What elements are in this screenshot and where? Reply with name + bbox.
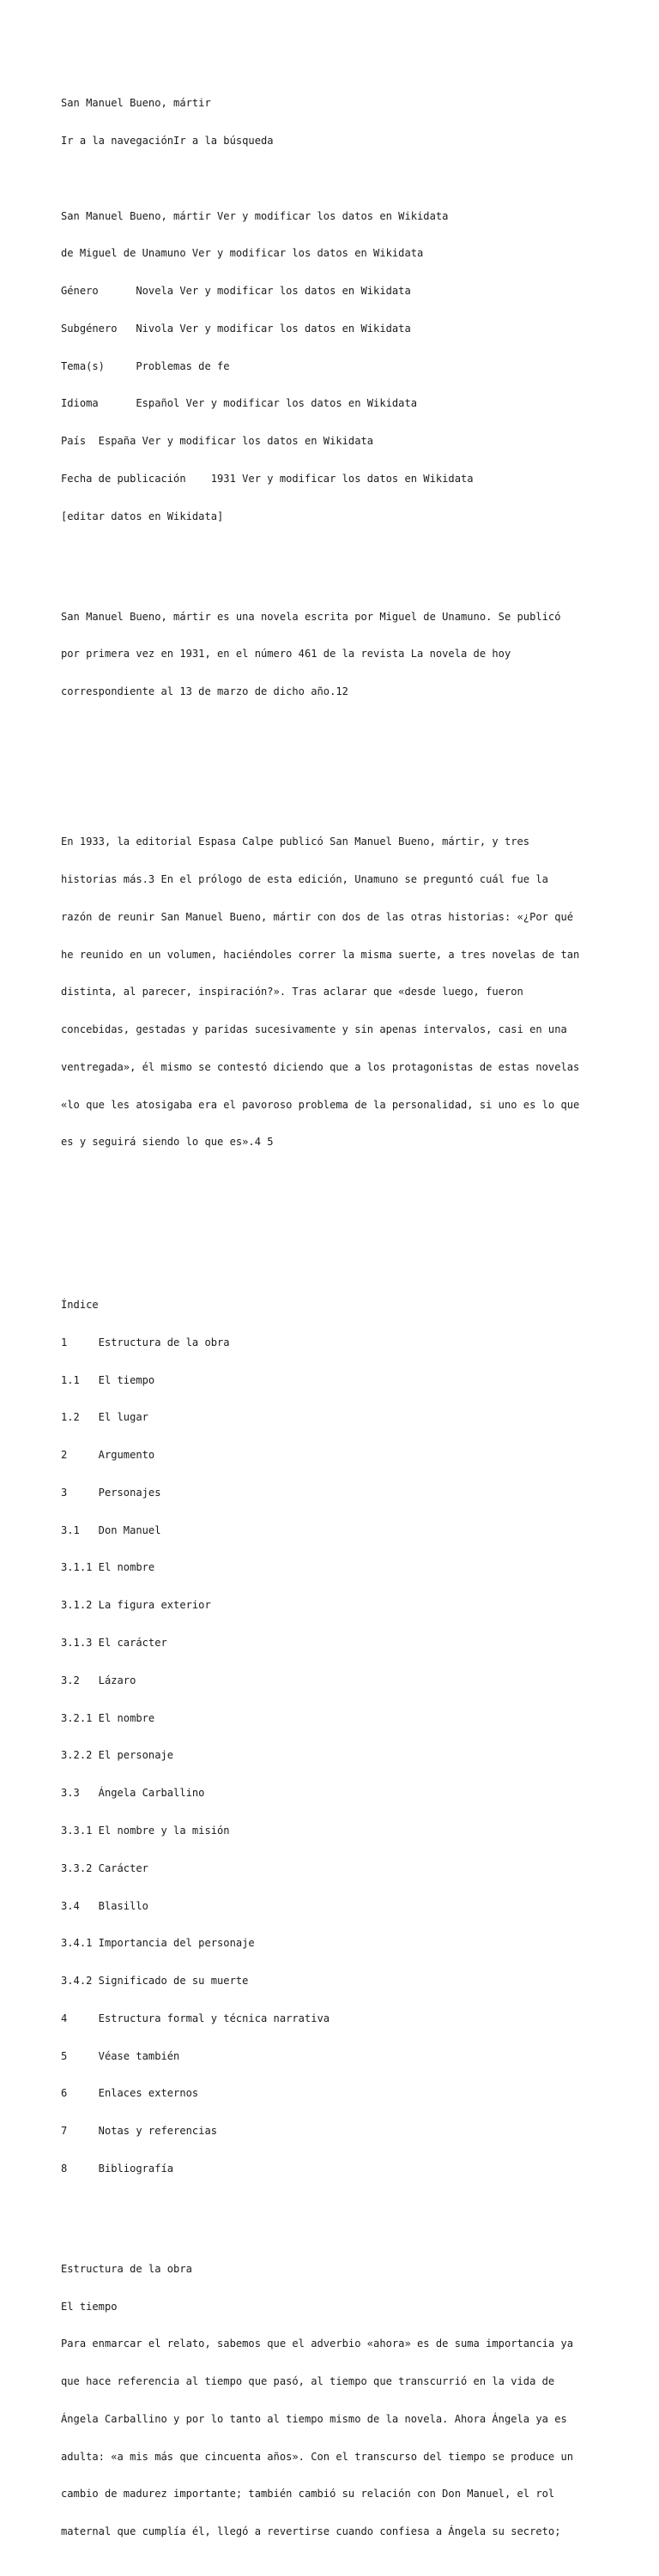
paragraph-line: adulta: «a mis más que cincuenta años». Con el transcurso del tiempo se produce un (61, 2450, 574, 2463)
section-subheading: El tiempo (61, 2300, 118, 2313)
toc-item[interactable]: 3.4 Blasillo (61, 1899, 148, 1912)
toc-heading: Índice (61, 1299, 99, 1311)
toc-item[interactable]: 3.1.3 El carácter (61, 1637, 167, 1650)
toc-item[interactable]: 3.2 Lázaro (61, 1674, 136, 1686)
toc-item[interactable]: 3.2.1 El nombre (61, 1711, 155, 1724)
paragraph-line: ventregada», él mismo se contestó diciendo que a los protagonistas de estas novelas (61, 1060, 580, 1073)
infobox-line: Subgénero Nivola Ver y modificar los datos en Wikidata (61, 322, 411, 335)
toc-item[interactable]: 1.2 El lugar (61, 1411, 148, 1424)
toc-item[interactable]: 1 Estructura de la obra (61, 1336, 230, 1348)
toc-item[interactable]: 3.3.2 Carácter (61, 1861, 148, 1874)
document-page (61, 72, 627, 2576)
toc-item[interactable]: 2 Argumento (61, 1449, 155, 1462)
paragraph-line: En 1933, la editorial Espasa Calpe publicó San Manuel Bueno, mártir, y tres (61, 836, 530, 848)
infobox-line: Tema(s) Problemas de fe (61, 359, 230, 372)
infobox (61, 184, 627, 547)
second-paragraph (61, 811, 627, 1173)
page-title: San Manuel Bueno, mártir (61, 97, 211, 110)
toc-item[interactable]: 7 Notas y referencias (61, 2125, 218, 2138)
paragraph-line: San Manuel Bueno, mártir es una novela escrita por Miguel de Unamuno. Se publicó (61, 610, 561, 623)
table-of-contents (61, 1274, 627, 2200)
paragraph-line: Para enmarcar el relato, sabemos que el adverbio «ahora» es de suma importancia ya (61, 2338, 574, 2350)
intro-paragraph (61, 585, 627, 723)
toc-item[interactable]: 3.4.2 Significado de su muerte (61, 1975, 249, 1988)
section-heading: Estructura de la obra (61, 2262, 192, 2275)
paragraph-line: historias más.3 En el prólogo de esta edición, Unamuno se preguntó cuál fue la (61, 873, 548, 885)
infobox-line: Fecha de publicación 1931 Ver y modificar los datos en Wikidata (61, 473, 474, 485)
infobox-line: de Miguel de Unamuno Ver y modificar los datos en Wikidata (61, 247, 424, 260)
paragraph-line: correspondiente al 13 de marzo de dicho año.12 (61, 685, 348, 698)
toc-item[interactable]: 3.3 Ángela Carballino (61, 1787, 205, 1800)
paragraph-line: he reunido en un volumen, haciéndoles correr la misma suerte, a tres novelas de tan (61, 948, 580, 961)
toc-item[interactable]: 1.1 El tiempo (61, 1373, 155, 1386)
edit-wikidata-link[interactable]: [editar datos en Wikidata] (61, 510, 224, 522)
toc-item[interactable]: 4 Estructura formal y técnica narrativa (61, 2012, 330, 2024)
infobox-line: San Manuel Bueno, mártir Ver y modificar los datos en Wikidata (61, 209, 449, 222)
toc-item[interactable]: 3 Personajes (61, 1486, 161, 1499)
toc-item[interactable]: 3.1.1 El nombre (61, 1561, 155, 1574)
toc-item[interactable]: 3.1.2 La figura exterior (61, 1599, 211, 1612)
paragraph-line: razón de reunir San Manuel Bueno, mártir con dos de las otras historias: «¿Por qué (61, 910, 574, 923)
paragraph-line: que hace referencia al tiempo que pasó, al tiempo que transcurrió en la vida de (61, 2375, 555, 2388)
section-structure (61, 2238, 627, 2563)
toc-item[interactable]: 5 Véase también (61, 2049, 180, 2062)
paragraph-line: «lo que les atosigaba era el pavoroso problema de la personalidad, si uno es lo que (61, 1098, 580, 1111)
paragraph-line: cambio de madurez importante; también cambió su relación con Don Manuel, el rol (61, 2488, 555, 2501)
paragraph-line: es y seguirá siendo lo que es».4 5 (61, 1136, 274, 1149)
infobox-line: País España Ver y modificar los datos en Wikidata (61, 435, 374, 448)
paragraph-line: por primera vez en 1931, en el número 461 de la revista La novela de hoy (61, 648, 511, 661)
infobox-line: Idioma Español Ver y modificar los datos en Wikidata (61, 397, 418, 410)
toc-item[interactable]: 8 Bibliografía (61, 2162, 174, 2175)
paragraph-line: maternal que cumplía él, llegó a revertirse cuando confiesa a Ángela su secreto; (61, 2525, 561, 2538)
paragraph-line: distinta, al parecer, inspiración?». Tras aclarar que «desde luego, fueron (61, 986, 523, 998)
paragraph-line: concebidas, gestadas y paridas sucesivamente y sin apenas intervalos, casi en una (61, 1023, 567, 1036)
infobox-line: Género Novela Ver y modificar los datos en Wikidata (61, 285, 411, 298)
toc-item[interactable]: 3.2.2 El personaje (61, 1749, 174, 1762)
toc-item[interactable]: 3.4.1 Importancia del personaje (61, 1937, 255, 1950)
nav-links[interactable]: Ir a la navegaciónIr a la búsqueda (61, 134, 274, 147)
toc-item[interactable]: 3.1 Don Manuel (61, 1523, 161, 1536)
toc-item[interactable]: 6 Enlaces externos (61, 2087, 199, 2100)
paragraph-line: Ángela Carballino y por lo tanto al tiempo mismo de la novela. Ahora Ángela ya es (61, 2412, 567, 2425)
toc-item[interactable]: 3.3.1 El nombre y la misión (61, 1824, 230, 1837)
